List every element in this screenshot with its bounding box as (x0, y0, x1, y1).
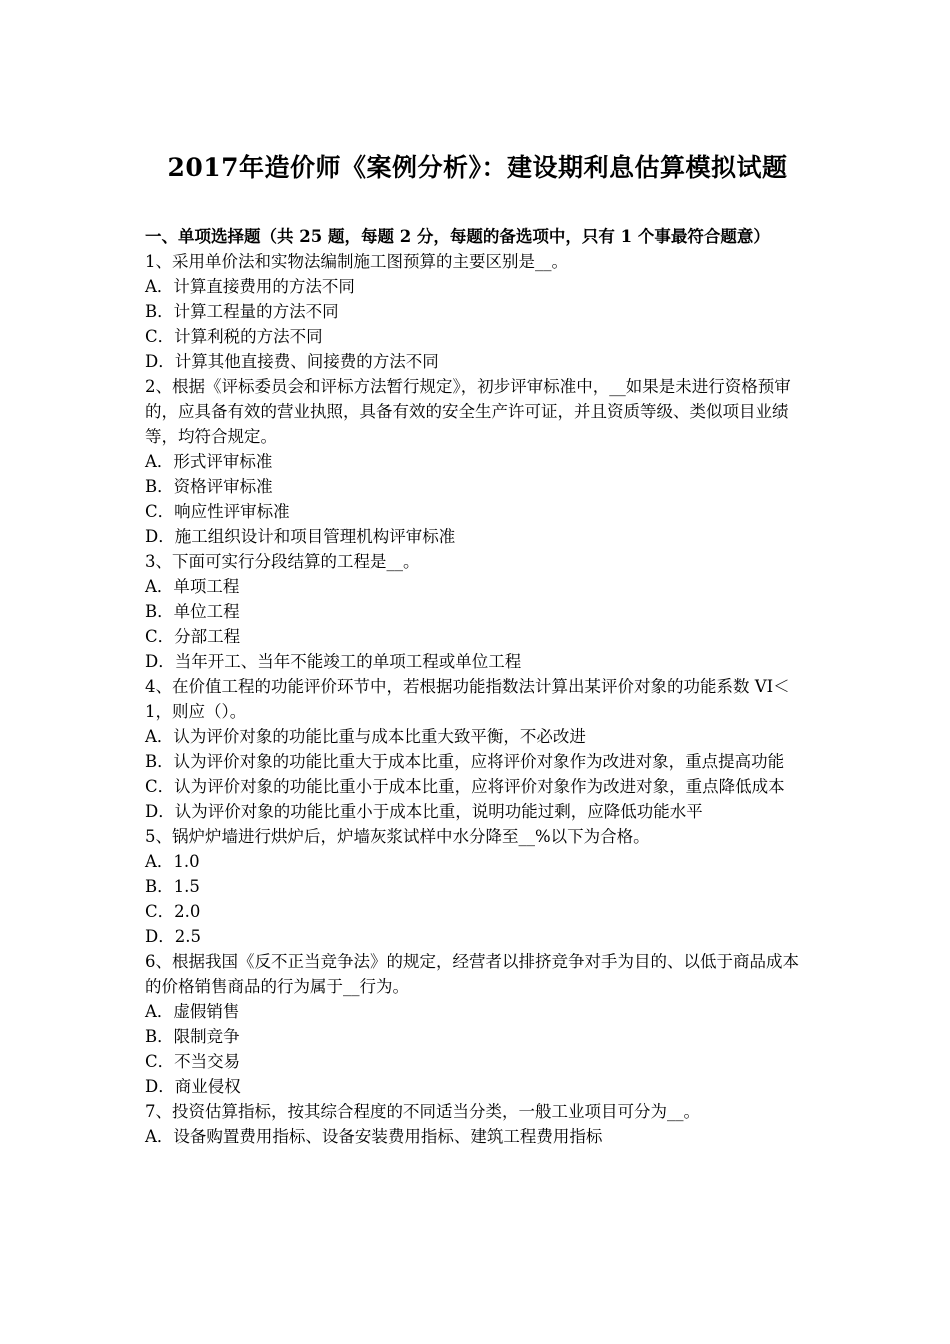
question-text: 4、在价值工程的功能评价环节中，若根据功能指数法计算出某评价对象的功能系数 VI＜1，则应（）。 (145, 677, 790, 721)
option-a: A．虚假销售 (145, 1002, 240, 1021)
option-a: A．单项工程 (145, 577, 240, 596)
title-year: 2017 (167, 153, 240, 182)
question-1 (145, 249, 810, 374)
question-4 (145, 674, 810, 824)
section-heading: 一、单项选择题（共 25 题，每题 2 分，每题的备选项中，只有 1 个事最符合题意） (145, 227, 770, 246)
option-c: C．不当交易 (145, 1052, 241, 1071)
option-d: D．2.5 (145, 927, 201, 946)
option-b: B．资格评审标准 (145, 477, 273, 496)
option-a: A．设备购置费用指标、设备安装费用指标、建筑工程费用指标 (145, 1127, 603, 1146)
option-b: B．1.5 (145, 877, 200, 896)
option-d: D．商业侵权 (145, 1077, 241, 1096)
option-a: A．计算直接费用的方法不同 (145, 277, 355, 296)
question-3 (145, 549, 810, 674)
option-d: D．当年开工、当年不能竣工的单项工程或单位工程 (145, 652, 522, 671)
option-b: B．限制竞争 (145, 1027, 240, 1046)
option-c: C．分部工程 (145, 627, 241, 646)
option-d: D．认为评价对象的功能比重小于成本比重，说明功能过剩，应降低功能水平 (145, 802, 703, 821)
option-b: B．单位工程 (145, 602, 240, 621)
question-text: 7、投资估算指标，按其综合程度的不同适当分类，一般工业项目可分为__。 (145, 1102, 700, 1121)
option-c: C．响应性评审标准 (145, 502, 290, 521)
option-c: C．2.0 (145, 902, 201, 921)
title-text: 年造价师《案例分析》：建设期利息估算模拟试题 (239, 153, 788, 182)
document-title (145, 150, 810, 186)
question-2 (145, 374, 810, 549)
option-a: A．1.0 (145, 852, 200, 871)
option-a: A．认为评价对象的功能比重与成本比重大致平衡，不必改进 (145, 727, 586, 746)
option-c: C．计算利税的方法不同 (145, 327, 323, 346)
question-text: 2、根据《评标委员会和评标方法暂行规定》，初步评审标准中，__如果是未进行资格预审的，应具备有效的营业执照，具备有效的安全生产许可证，并且资质等级、类似项目业绩等，均符合规定。 (145, 377, 791, 446)
question-text: 5、锅炉炉墙进行烘炉后，炉墙灰浆试样中水分降至__%以下为合格。 (145, 827, 650, 846)
question-text: 3、下面可实行分段结算的工程是__。 (145, 552, 420, 571)
option-d: D．施工组织设计和项目管理机构评审标准 (145, 527, 456, 546)
option-c: C．认为评价对象的功能比重小于成本比重，应将评价对象作为改进对象，重点降低成本 (145, 777, 785, 796)
question-5 (145, 824, 810, 949)
question-7 (145, 1099, 810, 1149)
question-text: 6、根据我国《反不正当竞争法》的规定，经营者以排挤竞争对手为目的、以低于商品成本的价格销售商品的行为属于__行为。 (145, 952, 799, 996)
question-text: 1、采用单价法和实物法编制施工图预算的主要区别是__。 (145, 252, 568, 271)
option-b: B．计算工程量的方法不同 (145, 302, 339, 321)
question-6 (145, 949, 810, 1099)
option-b: B．认为评价对象的功能比重大于成本比重，应将评价对象作为改进对象，重点提高功能 (145, 752, 785, 771)
option-d: D．计算其他直接费、间接费的方法不同 (145, 352, 439, 371)
option-a: A．形式评审标准 (145, 452, 273, 471)
document-page (145, 150, 810, 1149)
